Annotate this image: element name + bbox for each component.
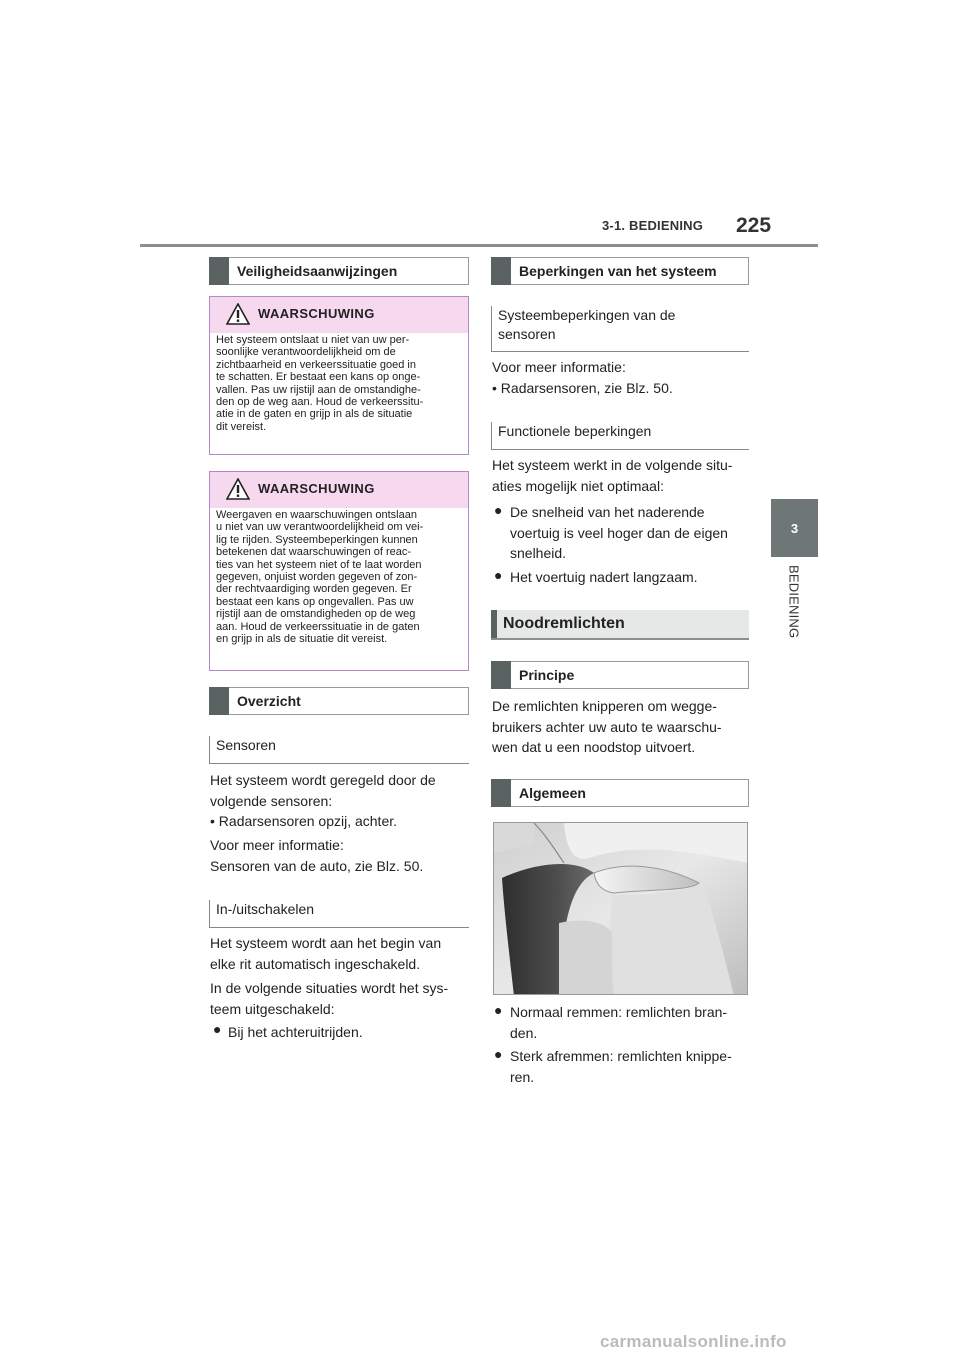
warning-line: den op de weg aan. Houd de verkeerssitu- (216, 396, 424, 409)
warning-line: bestaat een kans op ongevallen. Pas uw (216, 595, 414, 608)
chapter-label: BEDIENING (786, 565, 802, 639)
onoff-paragraph-2 (210, 978, 448, 1019)
text-line: bruikers achter uw auto te waarschu- (492, 718, 722, 735)
watermark: carmanualsonline.info (600, 1332, 787, 1351)
heading-marker (491, 661, 511, 689)
heading-principle-text: Principe (519, 667, 575, 683)
warning-line: aan. Houd de verkeerssituatie in de gaten (216, 620, 420, 633)
text-line: Normaal remmen: remlichten bran- (510, 1004, 728, 1020)
warning-line: zichtbaarheid en verkeerssituatie goed in (216, 358, 416, 371)
heading-marker (491, 610, 497, 638)
warning-line: gegeven, onjuist worden gegeven of zon- (216, 571, 418, 584)
warning-line: atie in de gaten en grijp in als de situatie (216, 408, 413, 421)
warning-title: WAARSCHUWING (258, 306, 375, 321)
sensors-paragraph (210, 770, 436, 832)
text-line: Systeembeperkingen van de (498, 307, 676, 323)
bullet-item: • Radarsensoren opzij, achter. (210, 813, 398, 829)
heading-overview-text: Overzicht (237, 693, 301, 709)
warning-line: betekenen dat waarschuwingen of reac- (216, 546, 412, 559)
header-rule (140, 244, 818, 247)
chapter-tab (771, 499, 818, 557)
subheading-sensors-text: Sensoren (216, 737, 276, 753)
heading-general (491, 779, 749, 807)
text-line: Sensoren van de auto, zie Blz. 50. (210, 857, 424, 874)
text-line: wen dat u een noodstop uitvoert. (492, 739, 696, 755)
heading-marker (209, 687, 229, 715)
warning-box-2 (209, 471, 469, 671)
warning-header (210, 297, 468, 333)
text-line: Voor meer informatie: (492, 359, 626, 375)
text-line: De snelheid van het naderende (510, 504, 705, 520)
text-line: sensoren (498, 326, 556, 342)
text-line: Het systeem wordt geregeld door de (210, 772, 436, 788)
heading-general-text: Algemeen (519, 785, 586, 801)
heading-principle (491, 661, 749, 689)
warning-line: der rechtvaardiging worden gegeven. Er (216, 583, 412, 596)
warning-triangle-icon (226, 478, 250, 500)
rear-light-illustration (494, 823, 748, 995)
onoff-bullet: Bij het achteruitrijden. (228, 1024, 363, 1040)
warning-line: Het systeem ontslaat u niet van uw per- (216, 334, 410, 346)
heading-limits (491, 257, 749, 285)
warning-line: vallen. Pas uw rijstijl aan de omstandighe- (216, 383, 421, 396)
text-line: Het systeem wordt aan het begin van (210, 935, 442, 951)
warning-text (216, 509, 464, 645)
warning-header (210, 472, 468, 508)
principle-paragraph (492, 696, 722, 758)
heading-safety (209, 257, 469, 285)
warning-box-1 (209, 296, 469, 455)
warning-text (216, 334, 464, 433)
warning-line: ties van het systeem niet of te laat worden (216, 558, 422, 571)
heading-emergency-text: Noodremlichten (503, 615, 625, 632)
text-line: ren. (510, 1068, 535, 1085)
heading-safety-text: Veiligheidsaanwijzingen (237, 263, 398, 279)
general-bullet-2 (510, 1046, 732, 1087)
warning-triangle-icon (226, 303, 250, 325)
text-line: In de volgende situaties wordt het sys- (210, 980, 449, 996)
bullet-dot-icon: ● (494, 1002, 503, 1018)
warning-line: te schatten. Er bestaat een kans op onge- (216, 371, 421, 384)
functional-paragraph (492, 455, 732, 496)
text-line: Voor meer informatie: (210, 837, 344, 853)
bullet-dot-icon: ● (494, 502, 503, 518)
heading-limits-text: Beperkingen van het systeem (519, 263, 717, 279)
warning-line: Weergaven en waarschuwingen ontslaan (216, 509, 417, 521)
heading-marker (491, 779, 511, 807)
text-line: den. (510, 1024, 538, 1041)
text-line: snelheid. (510, 545, 567, 561)
warning-line: u niet van uw verantwoordelijkheid om vei- (216, 521, 424, 534)
functional-bullet-1 (510, 502, 728, 564)
bullet-dot-icon: ● (494, 1046, 503, 1062)
rear-light-photo (493, 822, 748, 995)
warning-title: WAARSCHUWING (258, 481, 375, 496)
warning-line: en grijp in als de situatie dit vereist. (216, 633, 388, 646)
subheading-onoff (209, 900, 469, 928)
subheading-functional (491, 422, 749, 450)
subheading-sensor-limits (491, 306, 749, 352)
heading-marker (491, 257, 511, 285)
text-line: De remlichten knipperen om wegge- (492, 698, 717, 714)
general-bullet-1 (510, 1002, 727, 1043)
heading-overview (209, 687, 469, 715)
warning-line: dit vereist. (216, 420, 267, 433)
text-line: volgende sensoren: (210, 792, 333, 809)
chapter-side-label (782, 565, 806, 645)
warning-line: soonlijke verantwoordelijkheid om de (216, 346, 396, 359)
subheading-functional-text: Functionele beperkingen (498, 423, 652, 439)
warning-line: rijstijl aan de omstandigheden op de weg (216, 608, 416, 621)
text-line: aties mogelijk niet optimaal: (492, 477, 664, 494)
limits-more-info (492, 357, 673, 398)
subheading-onoff-text: In-/uitschakelen (216, 901, 315, 917)
bullet-dot-icon: ● (494, 567, 503, 583)
text-line: Het systeem werkt in de volgende situ- (492, 457, 733, 473)
functional-bullet-2: Het voertuig nadert langzaam. (510, 569, 698, 585)
sensors-more-info (210, 835, 423, 876)
warning-line: lig te rijden. Systeembeperkingen kunnen (216, 533, 418, 546)
heading-emergency (491, 610, 749, 640)
subheading-sensors (209, 736, 469, 764)
text-line: elke rit automatisch ingeschakeld. (210, 955, 421, 972)
chapter-number: 3 (790, 520, 799, 536)
section-title: 3-1. BEDIENING (602, 218, 704, 233)
heading-marker (209, 257, 229, 285)
text-line: teem uitgeschakeld: (210, 1000, 335, 1017)
onoff-paragraph-1 (210, 933, 441, 974)
text-line: Sterk afremmen: remlichten knippe- (510, 1048, 732, 1064)
page-number: 225 (736, 214, 772, 237)
text-line: voertuig is veel hoger dan de eigen (510, 524, 728, 541)
bullet-dot-icon: ● (213, 1021, 222, 1037)
bullet-item: • Radarsensoren, zie Blz. 50. (492, 379, 673, 396)
